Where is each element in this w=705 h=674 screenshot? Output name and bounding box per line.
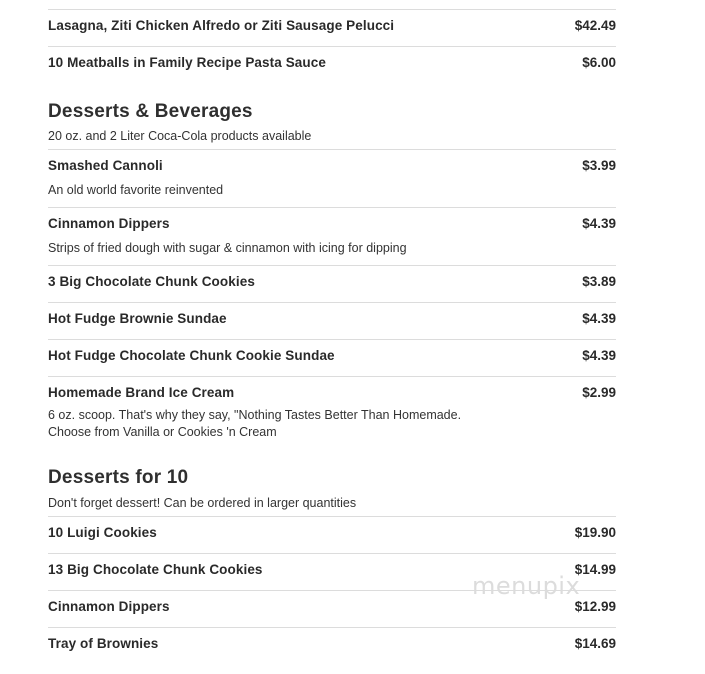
item-price: $3.99 [582,158,616,173]
item-price: $12.99 [574,599,616,614]
menu-item [48,627,616,665]
watermark: menupix [472,572,581,600]
section-subtitle: 20 oz. and 2 Liter Coca-Cola products available [48,129,312,143]
item-name: 10 Meatballs in Family Recipe Pasta Sauce [48,55,326,70]
item-name: Hot Fudge Chocolate Chunk Cookie Sundae [48,348,335,363]
item-name: 3 Big Chocolate Chunk Cookies [48,274,255,289]
item-name: Lasagna, Ziti Chicken Alfredo or Ziti Sausage Pelucci [48,18,395,33]
item-price: $6.00 [582,55,616,70]
menu-item [48,302,616,340]
menu-item [48,339,616,377]
section-heading: Desserts for 10 [48,467,189,488]
item-price: $42.49 [574,18,616,33]
item-price: $14.99 [574,562,616,577]
item-price: $4.39 [582,216,616,231]
item-name: Hot Fudge Brownie Sundae [48,311,227,326]
menu-item [48,265,616,303]
item-name: Tray of Brownies [48,636,159,651]
menu-item [48,149,616,208]
section-heading: Desserts & Beverages [48,101,253,122]
section-subtitle: Don't forget dessert! Can be ordered in larger quantities [48,496,357,510]
item-description-line1: 6 oz. scoop. That's why they say, "Nothing Tastes Better Than Homemade. [48,408,462,422]
menu-item [48,207,616,266]
menu-item [48,46,616,84]
item-price: $2.99 [582,385,616,400]
item-name: Homemade Brand Ice Cream [48,385,235,400]
item-price: $19.90 [574,525,616,540]
item-name: Cinnamon Dippers [48,216,170,231]
item-price: $4.39 [582,348,616,363]
menu-item [48,9,616,47]
item-name: 13 Big Chocolate Chunk Cookies [48,562,263,577]
menu-item [48,516,616,554]
item-price: $14.69 [574,636,616,651]
item-name: Cinnamon Dippers [48,599,170,614]
item-name: Smashed Cannoli [48,158,163,173]
item-description-line2: Choose from Vanilla or Cookies 'n Cream [48,425,277,439]
item-name: 10 Luigi Cookies [48,525,157,540]
item-price: $4.39 [582,311,616,326]
item-description: Strips of fried dough with sugar & cinnamon with icing for dipping [48,241,407,255]
item-description: An old world favorite reinvented [48,183,224,197]
item-price: $3.89 [582,274,616,289]
menu-item [48,376,616,449]
